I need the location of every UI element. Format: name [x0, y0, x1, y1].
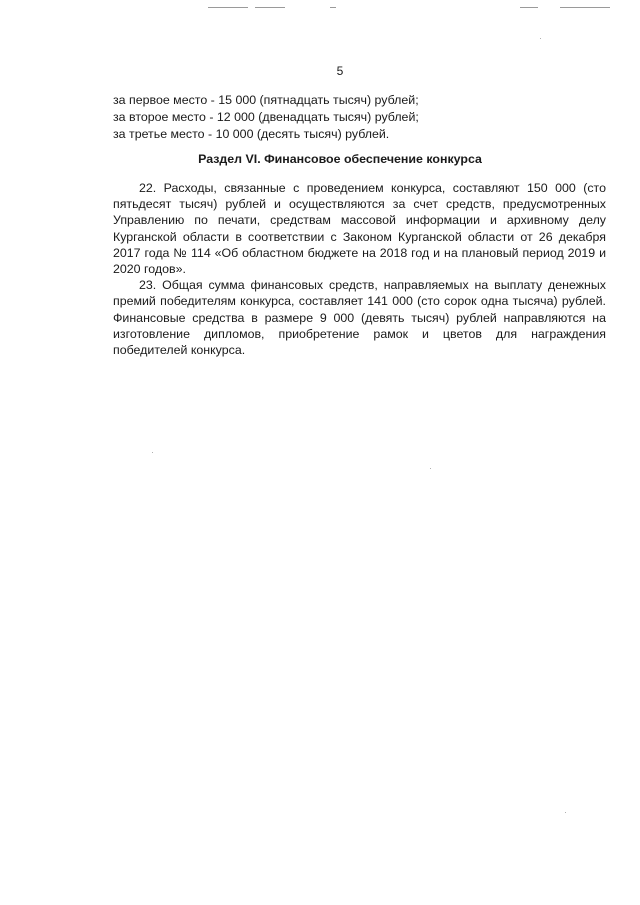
scan-artifact	[430, 468, 431, 469]
scan-artifact	[208, 7, 248, 8]
section-body	[113, 180, 606, 358]
prize-list	[113, 92, 583, 143]
paragraph-22: 22. Расходы, связанные с проведением конкурса, составляют 150 000 (сто пятьдесят тысяч) рублей и осуществляются за счет средств, предусмотренных Управлению по печати, средствам массовой информации и архивному делу Курганской области в соответствии с Законом Курганской области от 26 декабря 2017 года № 114 «Об областном бюджете на 2018 год и на плановый период 2019 и 2020 годов».	[113, 181, 606, 277]
scan-artifact	[255, 7, 285, 8]
scan-artifact	[565, 812, 566, 813]
scan-artifact	[152, 452, 153, 453]
prize-list-item: за третье место - 10 000 (десять тысяч) рублей.	[113, 127, 390, 141]
scan-artifact	[540, 38, 541, 39]
scan-artifact	[330, 7, 336, 8]
scan-artifact	[520, 7, 538, 8]
prize-list-item: за вторoe место - 12 000 (двенадцать тысяч) рублей;	[113, 110, 419, 124]
scan-artifact	[560, 7, 610, 8]
paragraph-23: 23. Общая сумма финансовых средств, направляемых на выплату денежных премий победителям конкурса, составляет 141 000 (сто сорок одна тысяча) рублей. Финансовые средства в размере 9 000 (девять тысяч) рублей направляются на изготовление дипломов, приобретение рамок и цветов для награждения победителей конкурса.	[113, 278, 606, 358]
page-number: 5	[336, 64, 344, 78]
prize-list-item: за первое место - 15 000 (пятнадцать тысяч) рублей;	[113, 93, 419, 107]
section-heading: Раздел VI. Финансовое обеспечение конкурса	[198, 152, 482, 166]
